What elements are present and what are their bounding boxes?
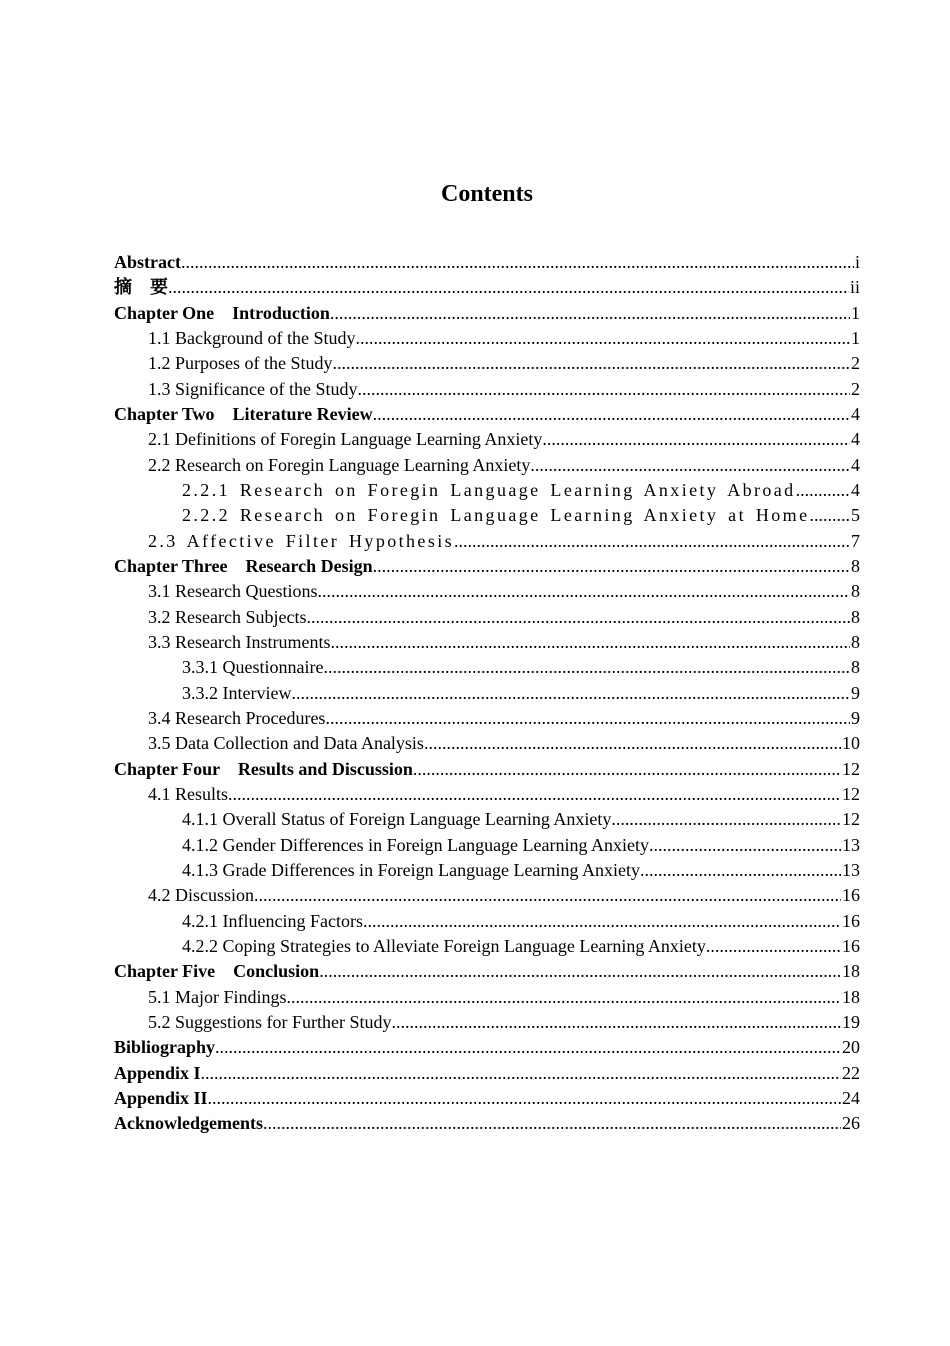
toc-dot-leader — [291, 681, 850, 706]
toc-entry-page: 8 — [851, 581, 860, 602]
toc-entry-page: 4 — [851, 403, 860, 424]
toc-entry-label: 2.1 Definitions of Foregin Language Learning Anxiety — [148, 429, 543, 450]
toc-entry-page: 16 — [842, 935, 860, 956]
toc-entry-page: 4 — [851, 429, 860, 450]
toc-entry-page: 8 — [851, 555, 860, 576]
toc-entry-label: 摘 要 — [114, 277, 168, 298]
toc-entry-label: Abstract — [114, 252, 181, 272]
toc-entry-page: 18 — [842, 986, 860, 1007]
toc-dot-leader — [649, 833, 841, 858]
toc-dot-leader — [413, 757, 841, 782]
toc-entry-chapter-one[interactable] — [114, 301, 860, 326]
toc-entry-page: 19 — [842, 1011, 860, 1032]
toc-dot-leader — [201, 1061, 841, 1086]
toc-entry-page: i — [854, 252, 860, 272]
toc-entry-page: 1 — [851, 327, 860, 348]
toc-dot-leader — [809, 503, 850, 528]
toc-dot-leader — [215, 1035, 841, 1060]
toc-entry-label: 3.3 Research Instruments — [148, 631, 331, 652]
toc-entry-page: 22 — [842, 1062, 860, 1083]
toc-dot-leader — [392, 1010, 841, 1035]
toc-entry-label: 3.5 Data Collection and Data Analysis — [148, 733, 424, 754]
toc-entry-page: ii — [849, 277, 860, 298]
toc-dot-leader — [208, 1086, 841, 1111]
toc-entry-label: 4.1.3 Grade Differences in Foreign Language Learning Anxiety — [182, 859, 641, 880]
toc-entry-label: 2.3 Affective Filter Hypothesis — [148, 530, 455, 551]
toc-entry-3-3-2[interactable] — [114, 681, 860, 706]
toc-entry-4-1-1[interactable] — [114, 807, 860, 832]
toc-entry-page: 5 — [851, 505, 860, 526]
toc-entry-label: 3.3.1 Questionnaire — [182, 657, 324, 678]
toc-dot-leader — [263, 1111, 841, 1136]
toc-entry-abstract[interactable] — [114, 250, 860, 275]
toc-entry-label: 3.2 Research Subjects — [148, 606, 307, 627]
toc-entry-page: 26 — [842, 1113, 860, 1134]
toc-entry-label: 4.1.1 Overall Status of Foreign Language Learning Anxiety — [182, 809, 612, 830]
toc-entry-2-2[interactable] — [114, 453, 860, 478]
toc-entry-page: 4 — [851, 479, 860, 500]
toc-entry-1-1[interactable] — [114, 326, 860, 351]
toc-entry-label: Appendix II — [114, 1087, 208, 1108]
toc-entry-label: 2.2 Research on Foregin Language Learning Anxiety — [148, 454, 531, 475]
toc-entry-4-1-3[interactable] — [114, 858, 860, 883]
toc-dot-leader — [181, 250, 854, 275]
toc-entry-page: 18 — [842, 961, 860, 982]
toc-entry-chapter-two[interactable] — [114, 402, 860, 427]
toc-entry-chinese-abstract[interactable] — [114, 275, 860, 300]
toc-dot-leader — [424, 731, 841, 756]
toc-entry-label: 2.2.2 Research on Foregin Language Learning Anxiety at Home — [182, 505, 810, 526]
toc-entry-3-3-1[interactable] — [114, 655, 860, 680]
toc-entry-chapter-four[interactable] — [114, 757, 860, 782]
toc-entry-label: 1.2 Purposes of the Study — [148, 353, 333, 374]
toc-dot-leader — [306, 605, 850, 630]
toc-dot-leader — [287, 985, 841, 1010]
toc-entry-page: 9 — [851, 682, 860, 703]
toc-dot-leader — [454, 529, 850, 554]
toc-dot-leader — [640, 858, 841, 883]
toc-entry-4-2-1[interactable] — [114, 909, 860, 934]
toc-entry-label: 4.2.2 Coping Strategies to Alleviate Foreign Language Learning Anxiety — [182, 935, 706, 956]
toc-dot-leader — [168, 275, 849, 300]
toc-entry-bibliography[interactable] — [114, 1035, 860, 1060]
toc-entry-page: 8 — [851, 606, 860, 627]
toc-entry-2-3[interactable] — [114, 529, 860, 554]
toc-dot-leader — [611, 807, 841, 832]
toc-entry-page: 16 — [842, 910, 860, 931]
toc-entry-label: 1.3 Significance of the Study — [148, 378, 358, 399]
toc-entry-label: Chapter Five Conclusion — [114, 961, 320, 982]
toc-entry-label: 4.2.1 Influencing Factors — [182, 910, 363, 931]
toc-dot-leader — [706, 934, 841, 959]
toc-entry-page: 8 — [851, 631, 860, 652]
toc-entry-page: 1 — [851, 302, 860, 323]
toc-entry-5-2[interactable] — [114, 1010, 860, 1035]
toc-dot-leader — [530, 453, 850, 478]
toc-dot-leader — [228, 782, 841, 807]
toc-entry-label: Bibliography — [114, 1037, 216, 1058]
toc-dot-leader — [330, 630, 850, 655]
toc-entry-4-2-2[interactable] — [114, 934, 860, 959]
toc-entry-2-2-2[interactable] — [114, 503, 860, 528]
toc-entry-label: Chapter Two Literature Review — [114, 403, 373, 424]
toc-entry-label: 3.1 Research Questions — [148, 581, 318, 602]
toc-entry-page: 10 — [842, 733, 860, 754]
toc-dot-leader — [323, 655, 850, 680]
toc-entry-3-4[interactable] — [114, 706, 860, 731]
toc-entry-label: 5.1 Major Findings — [148, 986, 287, 1007]
toc-dot-leader — [357, 377, 850, 402]
toc-dot-leader — [796, 478, 850, 503]
toc-entry-label: 4.1.2 Gender Differences in Foreign Language Learning Anxiety — [182, 834, 650, 855]
toc-dot-leader — [319, 959, 841, 984]
toc-dot-leader — [355, 326, 850, 351]
table-of-contents — [114, 250, 860, 1136]
toc-entry-page: 7 — [851, 530, 860, 551]
toc-entry-chapter-five[interactable] — [114, 959, 860, 984]
toc-entry-label: 3.4 Research Procedures — [148, 707, 326, 728]
toc-dot-leader — [330, 301, 850, 326]
toc-entry-page: 24 — [842, 1087, 860, 1108]
toc-entry-page: 9 — [851, 707, 860, 728]
toc-dot-leader — [325, 706, 850, 731]
toc-entry-page: 13 — [842, 859, 860, 880]
toc-dot-leader — [363, 909, 841, 934]
toc-entry-label: Appendix I — [114, 1062, 201, 1083]
toc-entry-appendix-ii[interactable] — [114, 1086, 860, 1111]
toc-entry-label: Chapter Three Research Design — [114, 555, 373, 576]
toc-entry-label: Chapter One Introduction — [114, 302, 330, 323]
toc-entry-5-1[interactable] — [114, 985, 860, 1010]
toc-entry-page: 2 — [851, 378, 860, 399]
toc-dot-leader — [542, 427, 850, 452]
toc-entry-page: 16 — [842, 885, 860, 906]
toc-dot-leader — [254, 883, 841, 908]
toc-entry-label: 2.2.1 Research on Foregin Language Learning Anxiety Abroad — [182, 479, 796, 500]
toc-entry-label: Chapter Four Results and Discussion — [114, 758, 413, 779]
toc-entry-1-3[interactable] — [114, 377, 860, 402]
page-title: Contents — [440, 181, 533, 207]
toc-entry-page: 8 — [851, 657, 860, 678]
toc-entry-3-1[interactable] — [114, 579, 860, 604]
toc-entry-4-2[interactable] — [114, 883, 860, 908]
toc-entry-label: 4.1 Results — [148, 783, 229, 804]
toc-entry-label: 1.1 Background of the Study — [148, 327, 356, 348]
toc-dot-leader — [317, 579, 850, 604]
toc-entry-page: 12 — [842, 783, 860, 804]
toc-entry-3-3[interactable] — [114, 630, 860, 655]
toc-entry-label: 3.3.2 Interview — [182, 682, 292, 703]
toc-entry-3-5[interactable] — [114, 731, 860, 756]
toc-dot-leader — [373, 402, 850, 427]
toc-entry-page: 12 — [842, 758, 860, 779]
toc-entry-4-1[interactable] — [114, 782, 860, 807]
toc-entry-chapter-three[interactable] — [114, 554, 860, 579]
toc-entry-page: 20 — [842, 1037, 860, 1058]
toc-dot-leader — [333, 351, 851, 376]
toc-dot-leader — [373, 554, 850, 579]
toc-entry-page: 12 — [842, 809, 860, 830]
toc-entry-2-2-1[interactable] — [114, 478, 860, 503]
toc-entry-page: 13 — [842, 834, 860, 855]
toc-entry-label: Acknowledgements — [114, 1113, 263, 1134]
toc-entry-4-1-2[interactable] — [114, 833, 860, 858]
toc-entry-2-1[interactable] — [114, 427, 860, 452]
toc-entry-label: 4.2 Discussion — [148, 885, 255, 906]
toc-entry-acknowledgements[interactable] — [114, 1111, 860, 1136]
toc-entry-1-2[interactable] — [114, 351, 860, 376]
toc-entry-page: 4 — [851, 454, 860, 475]
toc-entry-label: 5.2 Suggestions for Further Study — [148, 1011, 392, 1032]
toc-entry-page: 2 — [851, 353, 860, 374]
toc-entry-3-2[interactable] — [114, 605, 860, 630]
toc-entry-appendix-i[interactable] — [114, 1061, 860, 1086]
